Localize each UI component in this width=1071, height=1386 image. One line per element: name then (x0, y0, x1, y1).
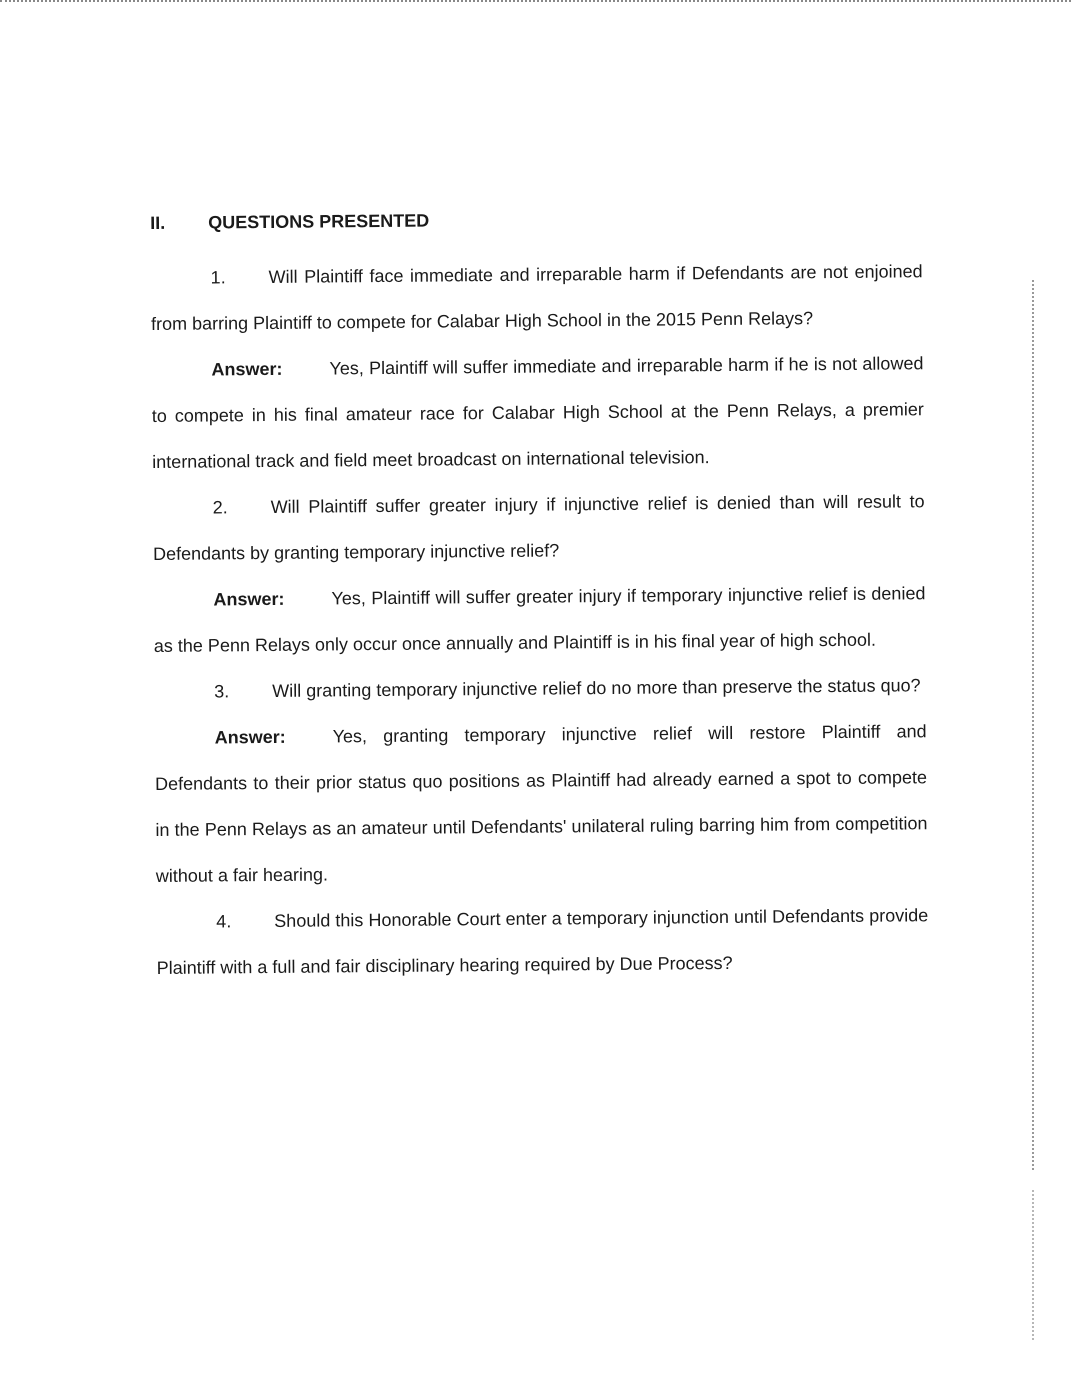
answer-label: Answer: (213, 588, 285, 610)
scan-top-border (0, 0, 1071, 8)
question-text: Should this Honorable Court enter a temporary injunction until Defendants provide Plaintiff with a full and fair disciplinary hearing required by Due Process? (156, 905, 929, 978)
section-number: II. (150, 212, 166, 233)
question-text: Will Plaintiff suffer greater injury if injunctive relief is denied than will result to Defendants by granting temporary injunctive relief? (152, 491, 925, 564)
answer-text: Yes, granting temporary injunctive relief will restore Plaintiff and Defendants to their prior status quo positions as Plaintiff had already earned a spot to compete in the Penn Relays as an amateur until Defendants' unilateral ruling barring him from competition without a fair hearing. (154, 721, 928, 886)
answer-1 (151, 340, 924, 485)
answer-text: Yes, Plaintiff will suffer immediate and irreparable harm if he is not allowed to compete in his final amateur race for Calabar High School at the Penn Relays, a premier international track and field meet broadcast on international television. (151, 353, 924, 472)
question-number: 1. (210, 267, 226, 288)
answer-text: Yes, Plaintiff will suffer greater injury if temporary injunctive relief is denied as the Penn Relays only occur once annually and Plaintiff is in his final year of high school. (153, 583, 926, 656)
question-text: Will granting temporary injunctive relief do no more than preserve the status quo? (272, 675, 921, 701)
scan-edge-dots-lower (1032, 1190, 1034, 1340)
scan-edge-dots (1032, 280, 1034, 1170)
answer-label: Answer: (214, 726, 286, 748)
answer-3 (154, 708, 928, 899)
answer-label: Answer: (211, 358, 283, 380)
question-number: 4. (216, 911, 232, 932)
document-page (150, 198, 929, 991)
section-title: QUESTIONS PRESENTED (208, 210, 430, 233)
question-text: Will Plaintiff face immediate and irreparable harm if Defendants are not enjoined from barring Plaintiff to compete for Calabar High School in the 2015 Penn Relays? (150, 261, 923, 334)
question-number: 3. (214, 681, 230, 702)
question-3 (154, 662, 926, 715)
section-heading (150, 198, 922, 241)
question-number: 2. (212, 497, 228, 518)
question-2 (152, 478, 925, 577)
answer-2 (153, 570, 926, 669)
question-1 (150, 248, 923, 347)
question-4 (156, 892, 929, 991)
